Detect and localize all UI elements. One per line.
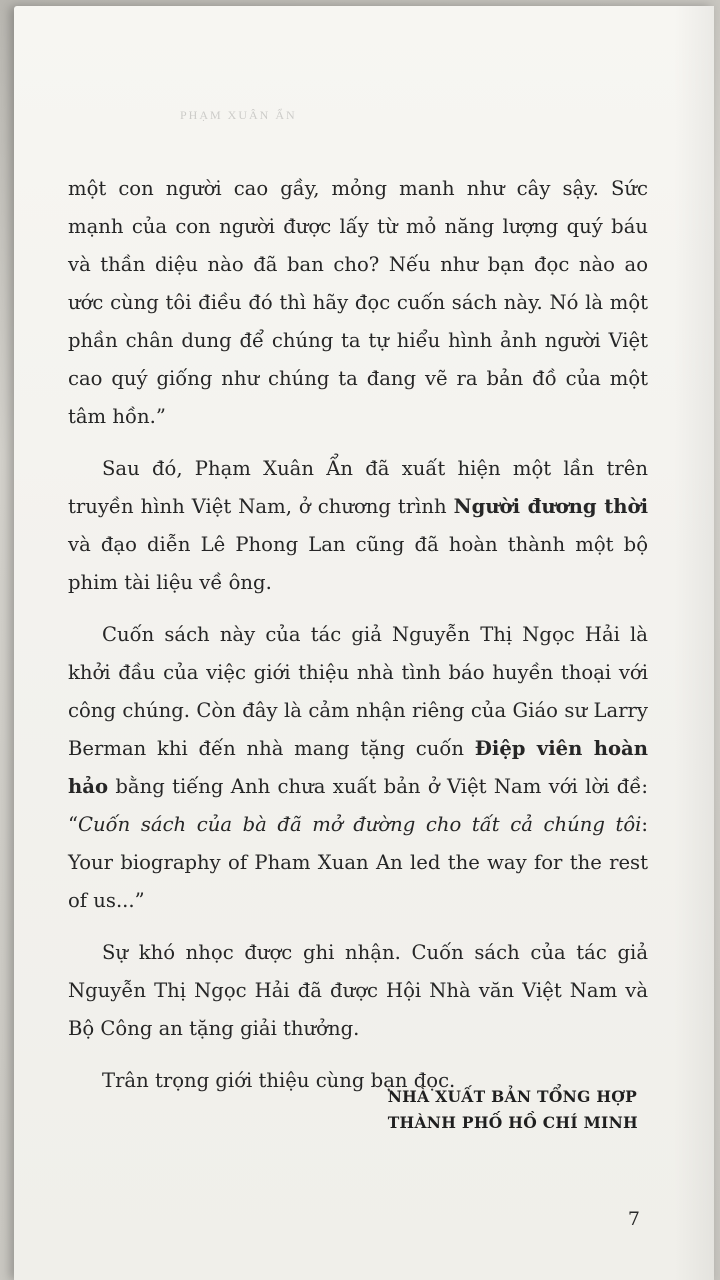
paragraph-1 xyxy=(68,170,648,436)
program-title: Người đương thời xyxy=(453,495,649,518)
book-title: Điệp viên hoàn hảo xyxy=(68,737,648,798)
paragraph-3-text-a: Cuốn sách này của tác giả Nguyễn Thị Ngọc Hải là khởi đầu của việc giới thiệu nhà tình báo huyền thoại với công chúng. Còn đây là cảm nhận riêng của Giáo sư Larry Berman khi đến nhà mang tặng cuốn xyxy=(68,623,648,760)
paragraph-3-text-b: bằng tiếng Anh chưa xuất bản ở Việt Nam với lời đề: “ xyxy=(68,775,648,836)
paragraph-3 xyxy=(68,616,648,920)
page-number: 7 xyxy=(627,1208,640,1230)
paragraph-4 xyxy=(68,934,648,1048)
paragraph-1-text: một con người cao gầy, mỏng manh như cây sậy. Sức mạnh của con người được lấy từ mỏ năng lượng quý báu và thần diệu nào đã ban cho? Nếu như bạn đọc nào ao ước cùng tôi điều đó thì hãy đọc cuốn sách này. Nó là một phần chân dung để chúng ta tự hiểu hình ảnh người Việt cao quý giống như chúng ta đang vẽ ra bản đồ của một tâm hồn.” xyxy=(68,177,648,428)
paragraph-2-text-a: Sau đó, Phạm Xuân Ẩn đã xuất hiện một lần trên truyền hình Việt Nam, ở chương trình xyxy=(68,457,648,518)
paragraph-2 xyxy=(68,450,648,602)
paragraph-2-text-b: và đạo diễn Lê Phong Lan cũng đã hoàn thành một bộ phim tài liệu về ông. xyxy=(68,533,648,594)
paragraph-3-text-c: : Your biography of Pham Xuan An led the way for the rest of us...” xyxy=(68,813,648,912)
publisher-line-2: THÀNH PHỐ HỒ CHÍ MINH xyxy=(387,1113,638,1132)
body-text xyxy=(68,170,648,1114)
page-shadow xyxy=(674,6,714,1280)
paragraph-4-text: Sự khó nhọc được ghi nhận. Cuốn sách của tác giả Nguyễn Thị Ngọc Hải đã được Hội Nhà văn Việt Nam và Bộ Công an tặng giải thưởng. xyxy=(68,941,648,1040)
publisher-signature xyxy=(388,1084,638,1136)
paragraph-5-text: Trân trọng giới thiệu cùng bạn đọc. xyxy=(102,1069,456,1092)
dedication-quote: Cuốn sách của bà đã mở đường cho tất cả chúng tôi xyxy=(78,813,642,836)
publisher-line-1: NHÀ XUẤT BẢN TỔNG HỢP xyxy=(387,1087,638,1106)
running-head: PHẠM XUÂN ẨN xyxy=(180,108,297,122)
